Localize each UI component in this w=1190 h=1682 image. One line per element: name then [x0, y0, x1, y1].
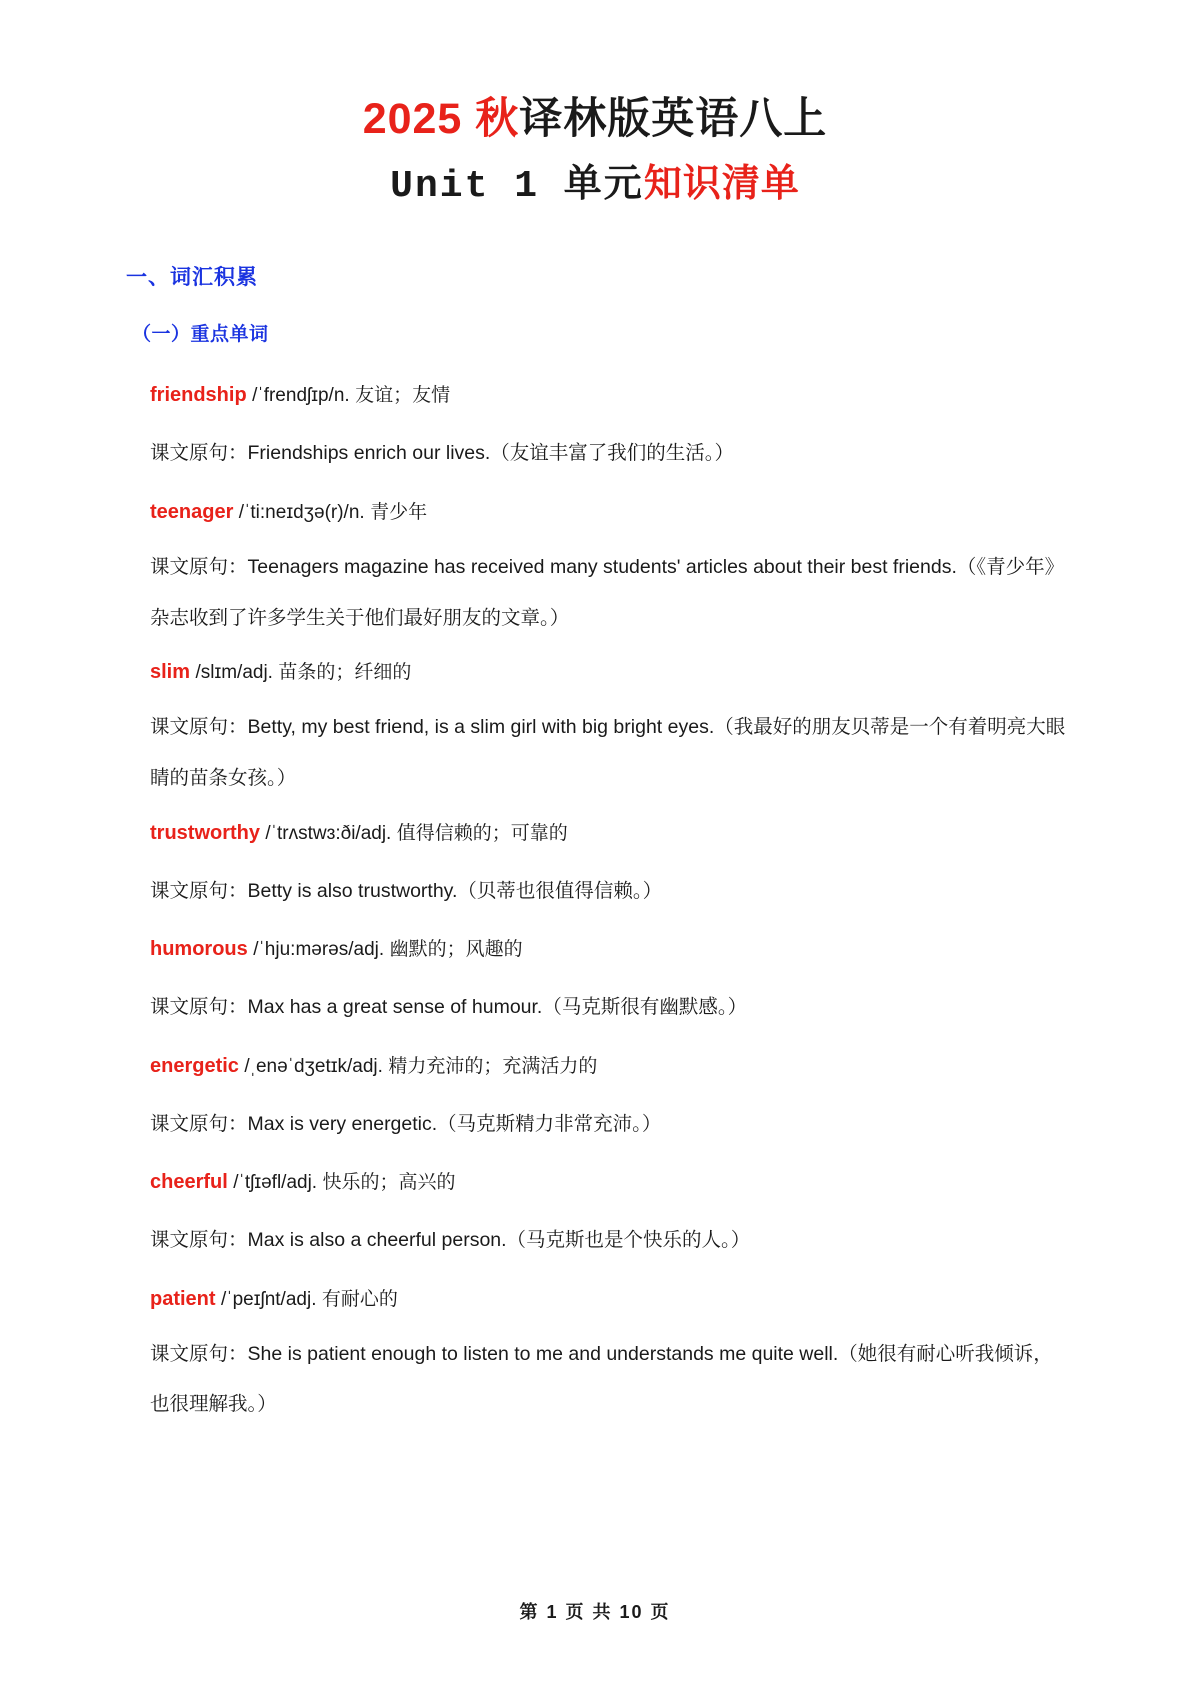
example-text: Max is very energetic.（马克斯精力非常充沛。）: [247, 1112, 662, 1135]
word-meaning: 幽默的；风趣的: [389, 939, 523, 961]
subsection-heading-key-words: （一）重点单词: [132, 324, 269, 346]
section-heading-vocabulary: 一、词汇积累: [126, 266, 258, 290]
word-entry: [150, 1153, 1072, 1270]
word-headline: [150, 1037, 1072, 1096]
example-text: Teenagers magazine has received many students' articles about their best friends.（《青少年》杂志收到了许多学生关于他们最好朋友的文章。）: [150, 555, 1065, 629]
word-meaning: 有耐心的: [321, 1288, 398, 1310]
word-entry-list: [118, 366, 1072, 1430]
word-example: [150, 702, 1072, 803]
example-label: 课文原句：: [150, 716, 248, 739]
word-entry: [150, 804, 1072, 921]
word-entry: [150, 643, 1072, 803]
word-phonetic: /ˈti:neɪdʒə(r)/n.: [238, 501, 365, 523]
example-label: 课文原句：: [150, 1342, 248, 1365]
word-entry: [150, 920, 1072, 1037]
word-phonetic: /ˈtʃɪəfl/adj.: [233, 1172, 318, 1194]
example-text: Max is also a cheerful person.（马克斯也是个快乐的人。）: [247, 1229, 751, 1252]
title-unit: Unit 1 单元: [390, 165, 644, 209]
example-label: 课文原句：: [150, 996, 248, 1019]
word-meaning: 快乐的；高兴的: [322, 1172, 456, 1194]
example-label: 课文原句：: [150, 442, 248, 465]
word-headline: [150, 366, 1072, 425]
page-title-line-2: [118, 156, 1072, 215]
word-term: slim: [150, 661, 191, 684]
word-entry: [150, 1037, 1072, 1154]
title-suffix: 知识清单: [643, 163, 800, 206]
word-headline: [150, 643, 1072, 702]
example-label: 课文原句：: [150, 879, 248, 902]
word-headline: [150, 483, 1072, 542]
word-term: humorous: [150, 938, 248, 961]
word-term: cheerful: [150, 1171, 228, 1194]
word-phonetic: /ˌenəˈdʒetɪk/adj.: [244, 1055, 383, 1077]
word-meaning: 青少年: [370, 501, 428, 523]
title-edition: 译林版英语八上: [519, 95, 828, 143]
word-phonetic: /ˈhju:mərəs/adj.: [253, 939, 385, 961]
word-headline: [150, 804, 1072, 863]
word-meaning: 精力充沛的；充满活力的: [388, 1055, 598, 1077]
word-entry: [150, 366, 1072, 483]
word-term: teenager: [150, 500, 234, 523]
word-example: [150, 425, 1072, 483]
word-example: [150, 1096, 1072, 1154]
word-example: [150, 1329, 1072, 1430]
word-example: [150, 979, 1072, 1037]
word-term: patient: [150, 1287, 216, 1310]
example-label: 课文原句：: [150, 555, 248, 578]
word-phonetic: /slɪm/adj.: [195, 662, 273, 684]
word-example: [150, 1212, 1072, 1270]
word-example: [150, 542, 1072, 643]
example-text: Max has a great sense of humour.（马克斯很有幽默感。）: [247, 996, 748, 1019]
example-label: 课文原句：: [150, 1112, 248, 1135]
word-term: friendship: [150, 384, 247, 407]
word-headline: [150, 1270, 1072, 1329]
example-text: She is patient enough to listen to me and understands me quite well.（她很有耐心听我倾诉，也很理解我。）: [150, 1342, 1053, 1416]
word-phonetic: /ˈfrendʃɪp/n.: [252, 385, 350, 407]
word-term: trustworthy: [150, 821, 260, 844]
title-year: 2025 秋: [362, 95, 520, 143]
word-headline: [150, 1153, 1072, 1212]
example-label: 课文原句：: [150, 1229, 248, 1252]
word-entry: [150, 1270, 1072, 1430]
example-text: Betty, my best friend, is a slim girl with big bright eyes.（我最好的朋友贝蒂是一个有着明亮大眼睛的苗条女孩。）: [150, 716, 1066, 789]
word-phonetic: /ˈpeɪʃnt/adj.: [220, 1288, 317, 1310]
word-term: energetic: [150, 1054, 239, 1077]
word-headline: [150, 920, 1072, 979]
example-text: Betty is also trustworthy.（贝蒂也很值得信赖。）: [247, 879, 663, 902]
word-phonetic: /ˈtrʌstwɜ:ði/adj.: [265, 822, 392, 844]
page-title-line-1: [118, 88, 1072, 150]
page-footer: 第 1 页 共 10 页: [519, 1602, 671, 1622]
word-meaning: 友谊；友情: [355, 385, 451, 407]
word-entry: [150, 483, 1072, 643]
word-example: [150, 863, 1072, 921]
word-meaning: 苗条的；纤细的: [278, 662, 412, 684]
example-text: Friendships enrich our lives.（友谊丰富了我们的生活。）: [247, 442, 735, 465]
word-meaning: 值得信赖的；可靠的: [396, 822, 568, 844]
